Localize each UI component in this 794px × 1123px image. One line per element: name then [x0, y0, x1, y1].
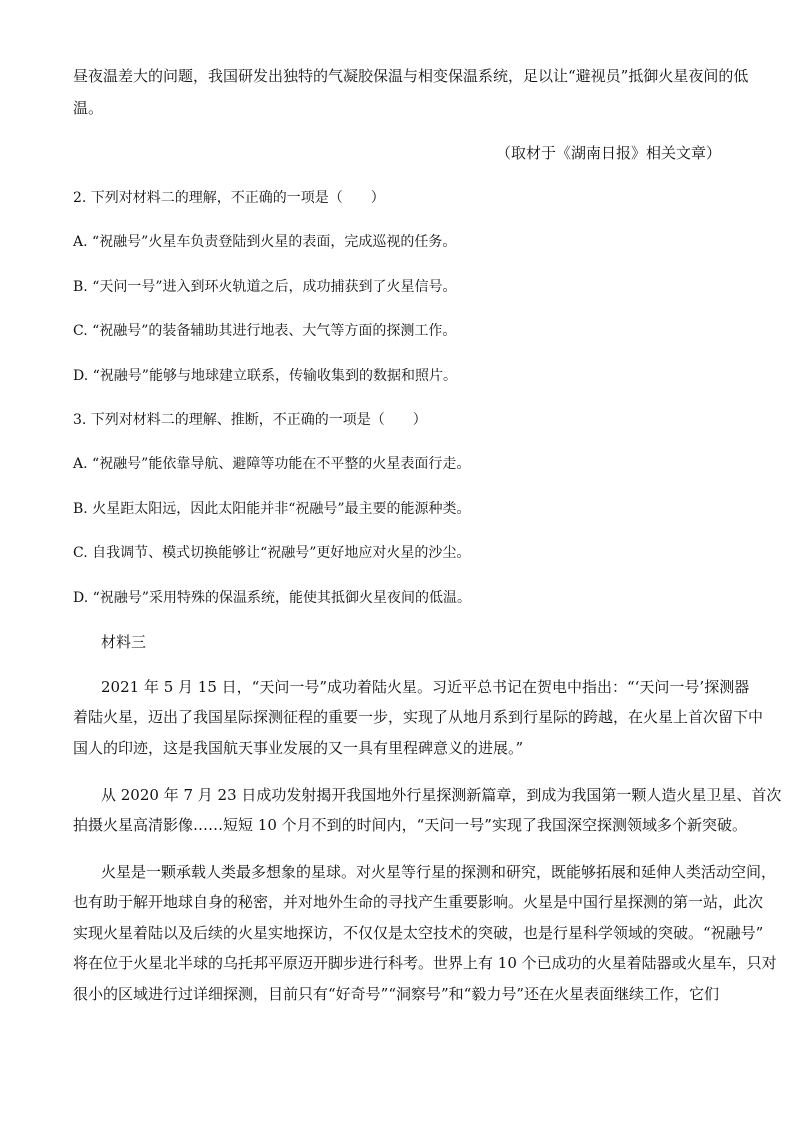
material-3-paragraph-1-line-1: 2021 年 5 月 15 日，“天问一号”成功着陆火星。习近平总书记在贺电中指出：“‘天问一号’探测器 — [101, 678, 750, 696]
material-3-paragraph-1-line-3: 国人的印迹，这是我国航天事业发展的又一具有里程碑意义的进展。” — [73, 739, 524, 757]
material-3-paragraph-3-line-3: 实现火星着陆以及后续的火星实地探访，不仅仅是太空技术的突破，也是行星科学领域的突破。“祝融号” — [73, 924, 764, 942]
question-2-option-b: B. “天问一号”进入到环火轨道之后，成功捕获到了火星信号。 — [73, 279, 457, 295]
intro-line-2: 温。 — [73, 99, 104, 117]
question-2-option-c: C. “祝融号”的装备辅助其进行地表、大气等方面的探测工作。 — [73, 323, 457, 339]
material-3-paragraph-3-line-5: 很小的区域进行过详细探测，目前只有“好奇号”“洞察号”和“毅力号”还在火星表面继续工作，它们 — [73, 985, 720, 1003]
question-2-option-a: A. “祝融号”火星车负责登陆到火星的表面，完成巡视的任务。 — [73, 234, 457, 250]
intro-line-1: 昼夜温差大的问题，我国研发出独特的气凝胶保温与相变保温系统，足以让“避视员”抵御火星夜间的低 — [73, 67, 749, 85]
material-3-paragraph-3-line-4: 将在位于火星北半球的乌托邦平原迈开脚步进行科考。世界上有 10 个已成功的火星着陆器或火星车，只对 — [73, 954, 777, 972]
material-3-heading: 材料三 — [101, 633, 147, 651]
material-3-paragraph-3-line-2: 也有助于解开地球自身的秘密，并对地外生命的寻找产生重要影响。火星是中国行星探测的第一站，此次 — [73, 893, 764, 911]
question-3-option-b: B. 火星距太阳远，因此太阳能并非“祝融号”最主要的能源种类。 — [73, 501, 471, 517]
material-3-paragraph-2-line-2: 拍摄火星高清影像……短短 10 个月不到的时间内，“天问一号”实现了我国深空探测领域多个新突破。 — [73, 816, 747, 834]
question-3-option-d: D. “祝融号”采用特殊的保温系统，能使其抵御火星夜间的低温。 — [73, 590, 471, 606]
question-3-stem: 3. 下列对材料二的理解、推断，不正确的一项是（ ） — [73, 412, 427, 428]
material-3-paragraph-1-line-2: 着陆火星，迈出了我国星际探测征程的重要一步，实现了从地月系到行星际的跨越，在火星上首次留下中 — [73, 708, 764, 726]
question-2-stem: 2. 下列对材料二的理解，不正确的一项是（ ） — [73, 190, 385, 206]
material-3-paragraph-2-line-1: 从 2020 年 7 月 23 日成功发射揭开我国地外行星探测新篇章，到成为我国第一颗人造火星卫星、首次 — [101, 786, 782, 804]
source-note: （取材于《湖南日报》相关文章） — [495, 144, 721, 162]
question-3-option-c: C. 自我调节、模式切换能够让“祝融号”更好地应对火星的沙尘。 — [73, 545, 471, 561]
material-3-paragraph-3-line-1: 火星是一颗承载人类最多想象的星球。对火星等行星的探测和研究，既能够拓展和延伸人类活动空间， — [101, 863, 777, 881]
question-2-option-d: D. “祝融号”能够与地球建立联系，传输收集到的数据和照片。 — [73, 368, 457, 384]
question-3-option-a: A. “祝融号”能依靠导航、避障等功能在不平整的火星表面行走。 — [73, 456, 471, 472]
